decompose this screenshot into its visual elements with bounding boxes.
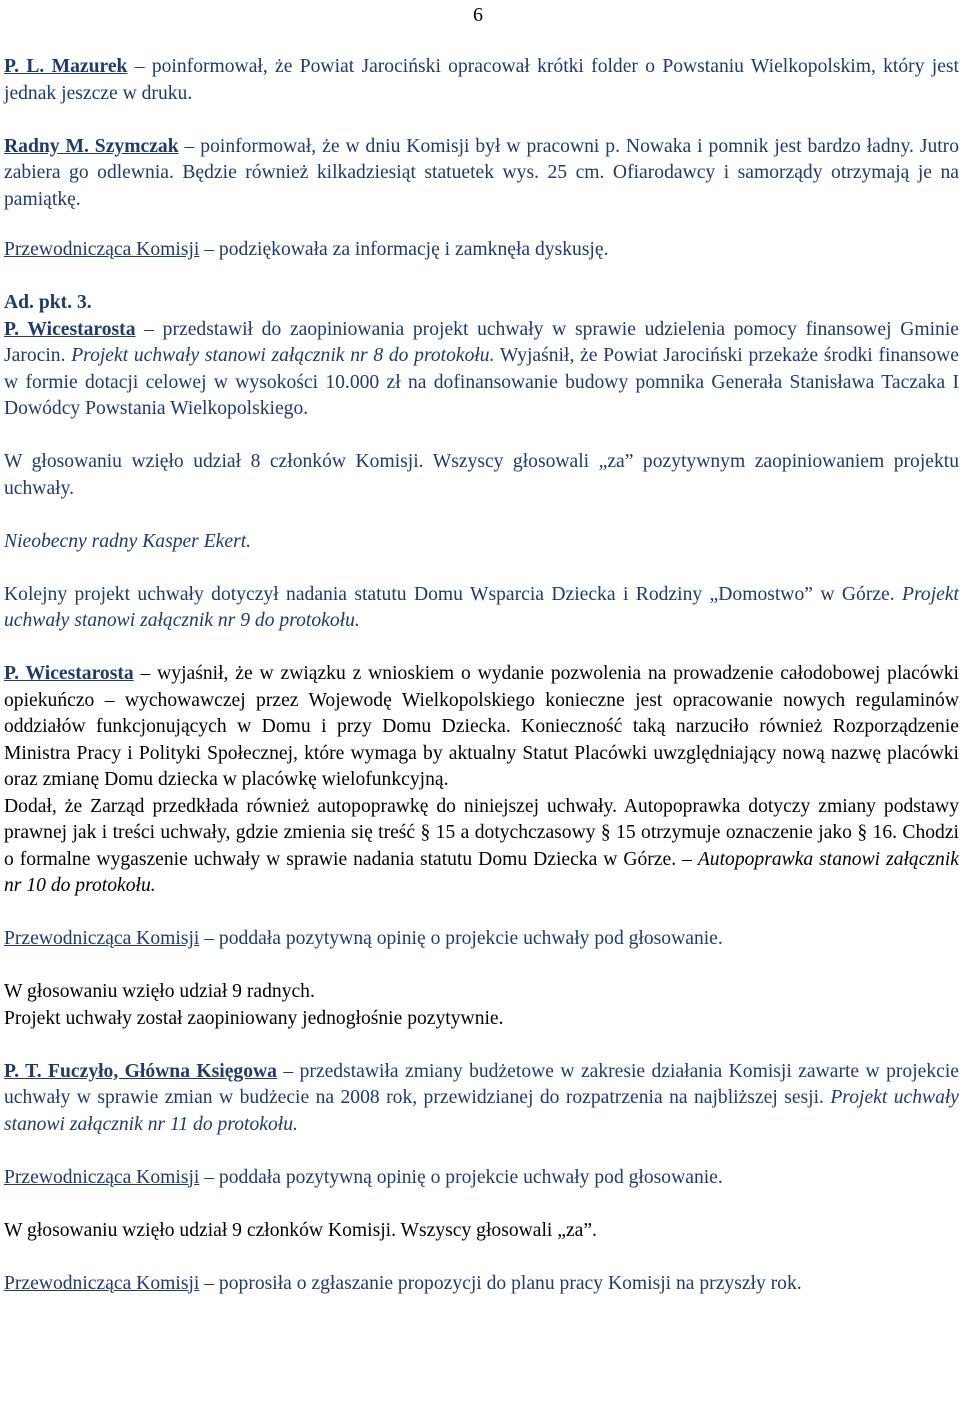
page-number: 6 [473, 4, 483, 26]
paragraph-text: Kolejny projekt uchwały dotyczył nadania statutu Domu Wsparcia Dziecka i Rodziny „Domostwo” w Górze. [4, 583, 903, 605]
speaker-name: Przewodnicząca Komisji [4, 1272, 200, 1294]
paragraph-text: – poinformował, że w dniu Komisji był w pracowni p. Nowaka i pomnik jest bardzo ładny. Jutro zabiera go odlewnia. Będzie również kilkadziesiąt statuetek wys. 25 cm. Ofiarodawcy i samorządy otrzymają je na pamiątkę. [4, 135, 960, 210]
agenda-item-heading: Ad. pkt. 3. [4, 292, 92, 313]
speaker-name: Przewodnicząca Komisji [4, 1166, 200, 1188]
speaker-name: P. Wicestarosta [4, 318, 136, 340]
paragraph-wicestarosta-2 [4, 661, 959, 794]
attachment-note: Autopoprawka stanowi załącznik nr 10 do protokołu. [4, 848, 959, 896]
paragraph-vote-2: W głosowaniu wzięło udział 9 radnych. [4, 981, 315, 1002]
paragraph-autopoprawka [4, 794, 959, 900]
paragraph-vote-1: W głosowaniu wzięło udział 8 członków Komisji. Wszyscy głosowali „za” pozytywnym zaopiniowaniem projektu uchwały. [4, 451, 959, 499]
paragraph-text: Wyjaśnił, że Powiat Jarociński przekaże środki finansowe w formie dotacji celowej w wysokości 10.000 zł na dofinansowanie budowy pomnika Generała Stanisława Taczaka I Dowódcy Powstania Wielkopolskiego. [4, 345, 959, 419]
paragraph-mazurek [4, 54, 959, 107]
attachment-note: Projekt uchwały stanowi załącznik nr 8 do protokołu. [71, 345, 495, 366]
speaker-name: Przewodnicząca Komisji [4, 239, 200, 260]
paragraph-wicestarosta-1 [4, 317, 959, 423]
paragraph-text: – poddała pozytywną opinię o projekcie uchwały pod głosowanie. [199, 1166, 723, 1188]
paragraph-vote-3: W głosowaniu wzięło udział 9 członków Komisji. Wszyscy głosowali „za”. [4, 1219, 597, 1241]
paragraph-text: – wyjaśnił, że w związku z wnioskiem o wydanie pozwolenia na prowadzenie całodobowej placówki opiekuńczo – wychowawczej przez Wojewodę Wielkopolskiego konieczne jest opracowanie nowych regulaminów oddziałów funkcjonujących w Domu i przy Domu Dziecka. Konieczność taką narzuciło również Rozporządzenie Ministra Pracy i Polityki Społecznej, które wymaga by aktualny Statut Placówki uwzględniający nową nazwę placówki oraz zmianę Domu dziecka w placówkę wielofunkcyjną. [4, 663, 959, 790]
paragraph-chair-vote-2 [4, 1165, 959, 1192]
paragraph-chair-vote-1 [4, 926, 959, 953]
paragraph-text: Dodał, że Zarząd przedkłada również autopoprawkę do niniejszej uchwały. Autopoprawka dotyczy zmiany podstawy prawnej jak i treści uchwały, gdzie zmienia się treść § 15 a dotychczasowy § 15 otrzymuje oznaczenie jako § 16. Chodzi o formalne wygaszenie uchwały w sprawie nadania statutu Domu Dziecka w Górze. – [4, 795, 959, 870]
paragraph-text: – przedstawił do zaopiniowania projekt uchwały w sprawie udzielenia pomocy finansowej Gminie Jarocin. [4, 318, 959, 366]
speaker-name: Przewodnicząca Komisji [4, 928, 200, 949]
paragraph-text: – podziękowała za informację i zamknęła dyskusję. [199, 239, 609, 260]
paragraph-fuczylo [4, 1059, 959, 1139]
paragraph-text: – poprosiła o zgłaszanie propozycji do planu pracy Komisji na przyszły rok. [199, 1272, 802, 1294]
attachment-note: Projekt uchwały stanowi załącznik nr 9 do protokołu. [4, 583, 959, 631]
paragraph-text: – przedstawiła zmiany budżetowe w zakresie działania Komisji zawarte w projekcie uchwały w sprawie zmian w budżecie na 2008 rok, przewidzianej do rozpatrzenia na najbliższej sesji. [4, 1060, 959, 1108]
paragraph-chair-plan [4, 1271, 959, 1298]
paragraph-absent: Nieobecny radny Kasper Ekert. [4, 530, 252, 552]
paragraph-text: – poddała pozytywną opinię o projekcie uchwały pod głosowanie. [199, 928, 723, 949]
paragraph-domostwo [4, 582, 959, 635]
paragraph-text: – poinformował, że Powiat Jarociński opracował krótki folder o Powstaniu Wielkopolskim, który jest jednak jeszcze w druku. [4, 56, 959, 104]
paragraph-szymczak [4, 134, 959, 214]
speaker-name: P. Wicestarosta [4, 663, 134, 684]
document-body [4, 54, 959, 1297]
speaker-name: Radny M. Szymczak [4, 135, 179, 157]
paragraph-chair-close [4, 237, 959, 264]
speaker-name: P. L. Mazurek [4, 56, 128, 77]
paragraph-vote-2-result: Projekt uchwały został zaopiniowany jednogłośnie pozytywnie. [4, 1007, 504, 1029]
speaker-name: P. T. Fuczyło, Główna Księgowa [4, 1060, 277, 1082]
attachment-note: Projekt uchwały stanowi załącznik nr 11 do protokołu. [4, 1087, 960, 1135]
